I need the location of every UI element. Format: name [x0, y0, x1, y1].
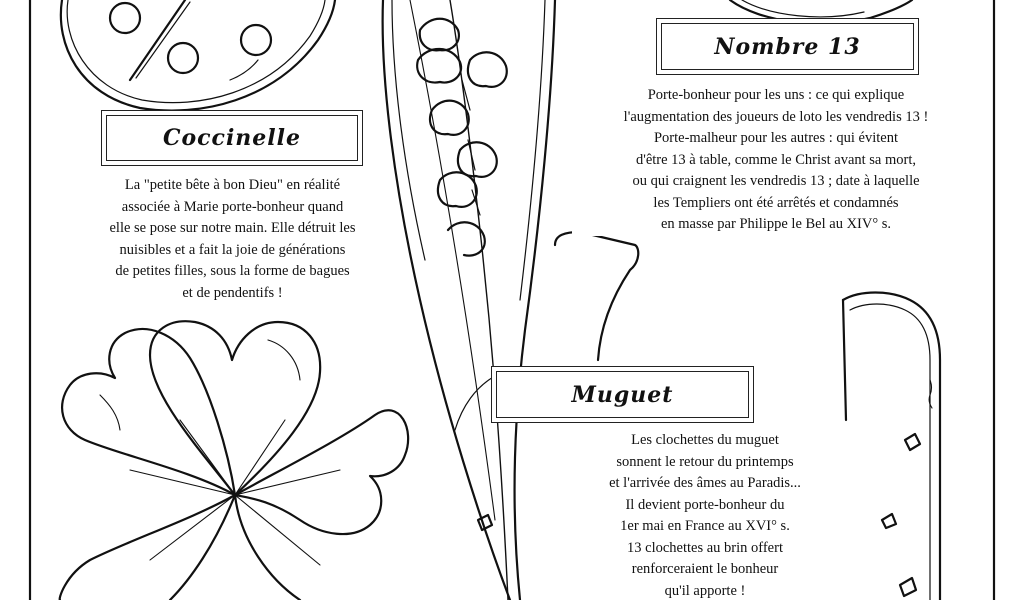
- text-line: associée à Marie porte-bonheur quand: [70, 197, 395, 219]
- nombre13-title: Nombre 13: [661, 23, 914, 70]
- text-line: de petites filles, sous la forme de bagues: [70, 261, 395, 283]
- text-line: La "petite bête à bon Dieu" en réalité: [70, 175, 395, 197]
- text-line: ou qui craignent les vendredis 13 ; date à laquelle: [572, 171, 980, 193]
- four-leaf-clover-icon: [60, 321, 408, 600]
- text-line: nuisibles et a fait la joie de générations: [70, 240, 395, 262]
- text-line: sonnent le retour du printemps: [570, 452, 840, 474]
- text-line: les Templiers ont été arrêtés et condamnés: [572, 193, 980, 215]
- muguet-text: [570, 430, 840, 602]
- coccinelle-text: [70, 175, 395, 304]
- text-line: et de pendentifs !: [70, 283, 395, 305]
- text-line: Il devient porte-bonheur du: [570, 495, 840, 517]
- text-line: et l'arrivée des âmes au Paradis...: [570, 473, 840, 495]
- lily-of-the-valley-icon: [383, 0, 555, 600]
- muguet-label-box: [491, 366, 754, 423]
- nombre13-label-box: [656, 18, 919, 75]
- muguet-title: Muguet: [496, 371, 749, 418]
- text-line: Porte-bonheur pour les uns : ce qui explique: [572, 85, 980, 107]
- text-line: l'augmentation des joueurs de loto les vendredis 13 !: [572, 107, 980, 129]
- text-line: elle se pose sur notre main. Elle détruit les: [70, 218, 395, 240]
- text-line: 13 clochettes au brin offert: [570, 538, 840, 560]
- text-line: 1er mai en France au XVI° s.: [570, 516, 840, 538]
- text-line: renforceraient le bonheur: [570, 559, 840, 581]
- text-line: Porte-malheur pour les autres : qui évitent: [572, 128, 980, 150]
- ladybug-icon: [61, 0, 335, 111]
- coccinelle-title: Coccinelle: [106, 115, 358, 161]
- text-line: d'être 13 à table, comme le Christ avant sa mort,: [572, 150, 980, 172]
- text-line: qu'il apporte !: [570, 581, 840, 602]
- nombre13-text: [572, 85, 980, 236]
- text-line: en masse par Philippe le Bel au XIV° s.: [572, 214, 980, 236]
- coccinelle-label-box: [101, 110, 363, 166]
- text-line: Les clochettes du muguet: [570, 430, 840, 452]
